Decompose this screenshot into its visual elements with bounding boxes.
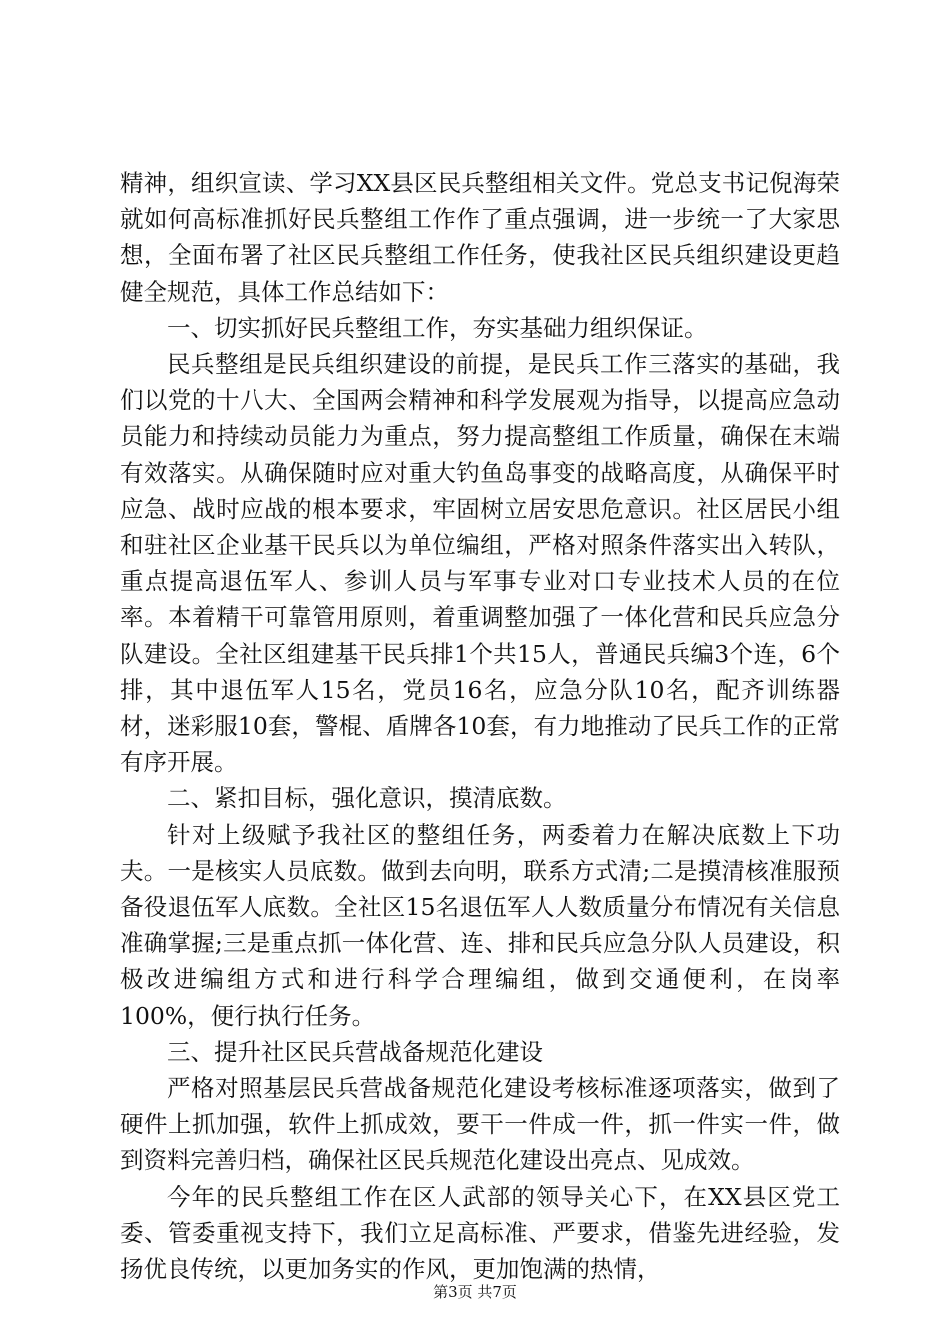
section-heading-1: 一、切实抓好民兵整组工作，夯实基础力组织保证。 <box>167 313 708 342</box>
page-number-footer: 第3页 共7页 <box>433 1283 517 1301</box>
section-heading-3: 三、提升社区民兵营战备规范化建设 <box>167 1037 543 1066</box>
paragraph-headcount: 针对上级赋予我社区的整组任务，两委着力在解决底数上下功夫。一是核实人员底数。做到去向明，联系方式清;二是摸清核准服预备役退伍军人底数。全社区15名退伍军人人数质量分布情况有关信息准确掌握;三是重点抓一体化营、连、排和民兵应急分队人员建设，积极改进编组方式和进行科学合理编组，做到交通便利，在岗率100%，便行执行任务。 <box>120 820 840 1030</box>
document-body <box>120 165 840 1287</box>
paragraph-conclusion: 今年的民兵整组工作在区人武部的领导关心下，在XX县区党工委、管委重视支持下，我们立足高标准、严要求，借鉴先进经验，发扬优良传统，以更加务实的作风，更加饱满的热情， <box>120 1182 840 1284</box>
paragraph-standardization: 严格对照基层民兵营战备规范化建设考核标准逐项落实，做到了硬件上抓加强，软件上抓成效，要干一件成一件，抓一件实一件，做到资料完善归档，确保社区民兵规范化建设出亮点、见成效。 <box>120 1074 840 1175</box>
paragraph-continuation: 精神，组织宣读、学习XX县区民兵整组相关文件。党总支书记倪海荣就如何高标准抓好民兵整组工作作了重点强调，进一步统一了大家思想，全面布署了社区民兵整组工作任务，使我社区民兵组织建设更趋健全规范，具体工作总结如下： <box>120 169 840 306</box>
section-heading-2: 二、紧扣目标，强化意识，摸清底数。 <box>167 784 567 813</box>
paragraph-militia-reorganization: 民兵整组是民兵组织建设的前提，是民兵工作三落实的基础，我们以党的十八大、全国两会精神和科学发展观为指导，以提高应急动员能力和持续动员能力为重点，努力提高整组工作质量，确保在末端有效落实。从确保随时应对重大钓鱼岛事变的战略高度，从确保平时应急、战时应战的根本要求，牢固树立居安思危意识。社区居民小组和驻社区企业基干民兵以为单位编组，严格对照条件落实出入转队，重点提高退伍军人、参训人员与军事专业对口专业技术人员的在位率。本着精干可靠管用原则，着重调整加强了一体化营和民兵应急分队建设。全社区组建基干民兵排1个共15人，普通民兵编3个连，6个排，其中退伍军人15名，党员16名，应急分队10名，配齐训练器材，迷彩服10套，警棍、盾牌各10套，有力地推动了民兵工作的正常有序开展。 <box>120 350 840 777</box>
